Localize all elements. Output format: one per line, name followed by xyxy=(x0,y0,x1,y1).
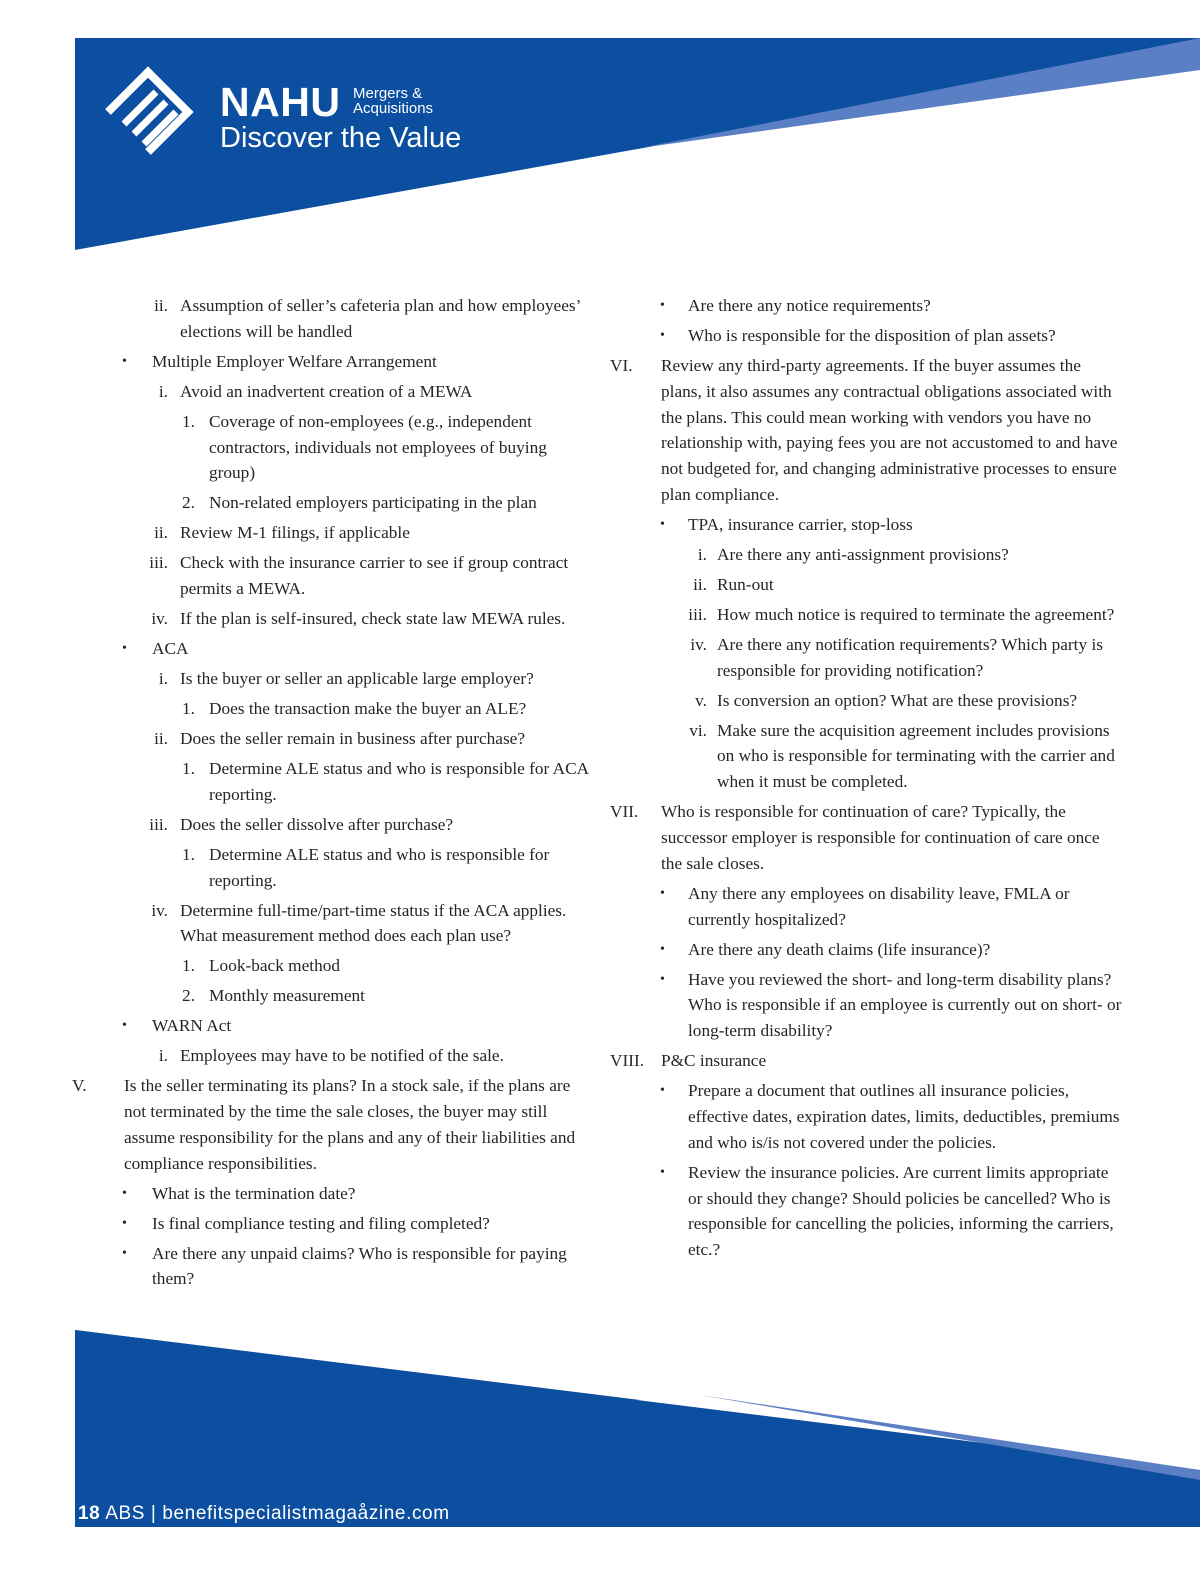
list-text: Is final compliance testing and filing completed? xyxy=(152,1213,490,1233)
list-marker: ii. xyxy=(154,523,168,543)
bullet-item xyxy=(610,881,1125,933)
list-marker: • xyxy=(122,641,127,657)
list-item xyxy=(72,696,592,722)
list-marker: iv. xyxy=(690,634,707,654)
list-marker: v. xyxy=(695,690,707,710)
list-item xyxy=(72,842,592,894)
list-text: Who is responsible for continuation of care? Typically, the successor employer is responsible for continuation of care once the sale closes. xyxy=(661,802,1100,873)
list-item xyxy=(72,293,592,345)
list-text: Have you reviewed the short- and long-term disability plans? Who is responsible if an employee is currently out on short- or long-term disability? xyxy=(688,969,1122,1041)
footer-banner xyxy=(0,1320,1200,1575)
brand-subtitle-line1: Mergers & xyxy=(353,85,423,102)
list-text: Monthly measurement xyxy=(209,986,365,1006)
section-item xyxy=(72,1073,592,1176)
list-item xyxy=(72,726,592,752)
list-text: Is the buyer or seller an applicable large employer? xyxy=(180,669,534,689)
section-item xyxy=(610,799,1125,876)
list-marker: • xyxy=(660,885,665,901)
list-marker: 2. xyxy=(182,493,195,513)
list-marker: VIII. xyxy=(610,1051,645,1071)
list-item xyxy=(72,1043,592,1069)
list-text: Who is responsible for the disposition of plan assets? xyxy=(688,325,1056,345)
bullet-item xyxy=(72,1211,592,1237)
list-text: Are there any anti-assignment provisions? xyxy=(717,544,1009,564)
list-marker: i. xyxy=(158,669,168,689)
list-text: Employees may have to be notified of the sale. xyxy=(180,1046,504,1066)
list-text: Assumption of seller’s cafeteria plan and how employees’ elections will be handled xyxy=(180,296,581,341)
list-marker: • xyxy=(660,1083,665,1099)
left-column xyxy=(72,293,592,1296)
list-text: Are there any unpaid claims? Who is responsible for paying them? xyxy=(152,1243,567,1289)
list-marker: • xyxy=(122,353,127,369)
list-marker: ii. xyxy=(693,574,707,594)
bullet-item xyxy=(610,293,1125,319)
list-item xyxy=(610,718,1125,795)
section-item xyxy=(610,353,1125,508)
brand-tagline: Discover the Value xyxy=(220,122,462,154)
list-text: Look-back method xyxy=(209,956,341,976)
list-item xyxy=(72,756,592,808)
bullet-item xyxy=(72,1181,592,1207)
list-marker: 2. xyxy=(182,986,195,1006)
list-text: ACA xyxy=(152,639,189,659)
website-link[interactable]: benefitspecialistmagaåzine.com xyxy=(162,1503,450,1524)
list-marker: VI. xyxy=(610,355,633,375)
footer-separator: | xyxy=(150,1503,157,1524)
list-text: Review M-1 filings, if applicable xyxy=(180,523,410,543)
list-marker: • xyxy=(660,941,665,957)
list-item xyxy=(72,606,592,632)
list-text: Any there any employees on disability leave, FMLA or currently hospitalized? xyxy=(688,883,1070,929)
list-text: Review the insurance policies. Are current limits appropriate or should they change? Should policies be cancelled? Who is responsible for cancelling the policies, informing the carriers, etc.? xyxy=(688,1162,1114,1260)
brand-subtitle-line2: Acquisitions xyxy=(353,100,434,117)
list-text: Does the seller dissolve after purchase? xyxy=(180,814,454,834)
bullet-item xyxy=(72,349,592,375)
list-item xyxy=(72,953,592,979)
list-marker: • xyxy=(122,1215,127,1231)
list-item xyxy=(72,409,592,486)
bullet-item xyxy=(72,1013,592,1039)
bullet-item xyxy=(610,323,1125,349)
list-marker: iii. xyxy=(149,553,168,573)
list-marker: ii. xyxy=(154,729,168,749)
list-text: What is the termination date? xyxy=(152,1183,356,1203)
list-marker: iv. xyxy=(151,900,168,920)
bullet-item xyxy=(72,1241,592,1293)
list-item xyxy=(72,983,592,1009)
list-marker: • xyxy=(122,1185,127,1201)
right-column xyxy=(610,293,1125,1267)
list-text: P&C insurance xyxy=(661,1051,767,1071)
list-marker: vi. xyxy=(689,720,707,740)
list-marker: 1. xyxy=(182,844,195,864)
section-item xyxy=(610,1048,1125,1074)
list-text: Determine full-time/part-time status if the ACA applies. What measurement method does each plan use? xyxy=(180,900,567,946)
list-marker: • xyxy=(660,327,665,343)
list-text: Are there any notification requirements? Which party is responsible for providing notification? xyxy=(717,634,1103,680)
publication-name: ABS xyxy=(105,1503,146,1524)
footer-line xyxy=(78,1503,450,1525)
bullet-item xyxy=(610,967,1125,1044)
list-marker: • xyxy=(122,1245,127,1261)
nahu-logo-icon xyxy=(100,64,196,160)
list-marker: ii. xyxy=(154,296,168,315)
list-text: Is conversion an option? What are these provisions? xyxy=(717,690,1078,710)
list-marker: i. xyxy=(158,381,168,401)
list-text: How much notice is required to terminate the agreement? xyxy=(717,604,1115,624)
list-marker: iii. xyxy=(149,814,168,834)
list-text: Make sure the acquisition agreement includes provisions on who is responsible for terminating with the carrier and when it must be completed. xyxy=(717,720,1115,792)
list-item xyxy=(610,542,1125,568)
bullet-item xyxy=(610,1160,1125,1263)
list-text: If the plan is self-insured, check state law MEWA rules. xyxy=(180,609,566,629)
list-marker: • xyxy=(122,1018,127,1034)
list-item xyxy=(72,490,592,516)
brand-subtitle xyxy=(353,86,453,116)
bullet-item xyxy=(610,937,1125,963)
list-marker: VII. xyxy=(610,802,639,822)
list-text: Coverage of non-employees (e.g., independent contractors, individuals not employees of buying group) xyxy=(209,411,547,483)
list-text: Run-out xyxy=(717,574,774,594)
list-marker: • xyxy=(660,971,665,987)
list-marker: i. xyxy=(697,544,707,564)
list-text: Is the seller terminating its plans? In a stock sale, if the plans are not terminated by the time the sale closes, the buyer may still assume responsibility for the plans and any of their liabilities and compliance responsibilities. xyxy=(124,1076,576,1173)
list-marker: 1. xyxy=(182,699,195,719)
page-number: 18 xyxy=(78,1503,101,1524)
list-text: TPA, insurance carrier, stop-loss xyxy=(688,514,913,534)
list-marker: • xyxy=(660,298,665,313)
list-marker: 1. xyxy=(182,759,195,778)
list-item xyxy=(72,520,592,546)
list-text: Avoid an inadvertent creation of a MEWA xyxy=(180,381,473,401)
list-text: Review any third-party agreements. If the buyer assumes the plans, it also assumes any contractual obligations associated with the plans. This could mean working with vendors you have no relationship with, paying fees you are not accustomed to and have not budgeted for, and changing administrative processes to ensure plan compliance. xyxy=(661,355,1118,504)
list-marker: 1. xyxy=(182,956,195,976)
list-item xyxy=(72,550,592,602)
list-text: Non-related employers participating in the plan xyxy=(209,493,537,513)
list-marker: • xyxy=(660,516,665,532)
bullet-item xyxy=(610,1078,1125,1155)
list-text: Does the seller remain in business after purchase? xyxy=(180,729,526,749)
list-marker: i. xyxy=(158,1046,168,1066)
list-marker: iv. xyxy=(151,609,168,629)
brand-name: NAHU xyxy=(220,79,341,125)
list-text: Multiple Employer Welfare Arrangement xyxy=(152,351,437,371)
list-marker: • xyxy=(660,1164,665,1180)
list-marker: V. xyxy=(72,1076,87,1096)
list-text: Prepare a document that outlines all insurance policies, effective dates, expiration dates, limits, deductibles, premiums and who is/is not covered under the policies. xyxy=(688,1081,1120,1152)
list-marker: 1. xyxy=(182,411,195,431)
list-item xyxy=(72,379,592,405)
bullet-item xyxy=(610,512,1125,538)
list-text: Are there any death claims (life insurance)? xyxy=(688,939,991,959)
list-item xyxy=(72,898,592,950)
list-text: Does the transaction make the buyer an ALE? xyxy=(209,699,527,719)
list-item xyxy=(610,632,1125,684)
list-text: Determine ALE status and who is responsible for ACA reporting. xyxy=(209,759,589,804)
list-item xyxy=(72,812,592,838)
list-item xyxy=(610,602,1125,628)
list-item xyxy=(610,688,1125,714)
list-text: Check with the insurance carrier to see if group contract permits a MEWA. xyxy=(180,553,569,599)
list-text: Determine ALE status and who is responsible for reporting. xyxy=(209,844,550,890)
list-item xyxy=(610,572,1125,598)
bullet-item xyxy=(72,636,592,662)
list-text: Are there any notice requirements? xyxy=(688,296,931,315)
list-marker: iii. xyxy=(688,604,707,624)
list-text: WARN Act xyxy=(152,1016,232,1036)
list-item xyxy=(72,666,592,692)
